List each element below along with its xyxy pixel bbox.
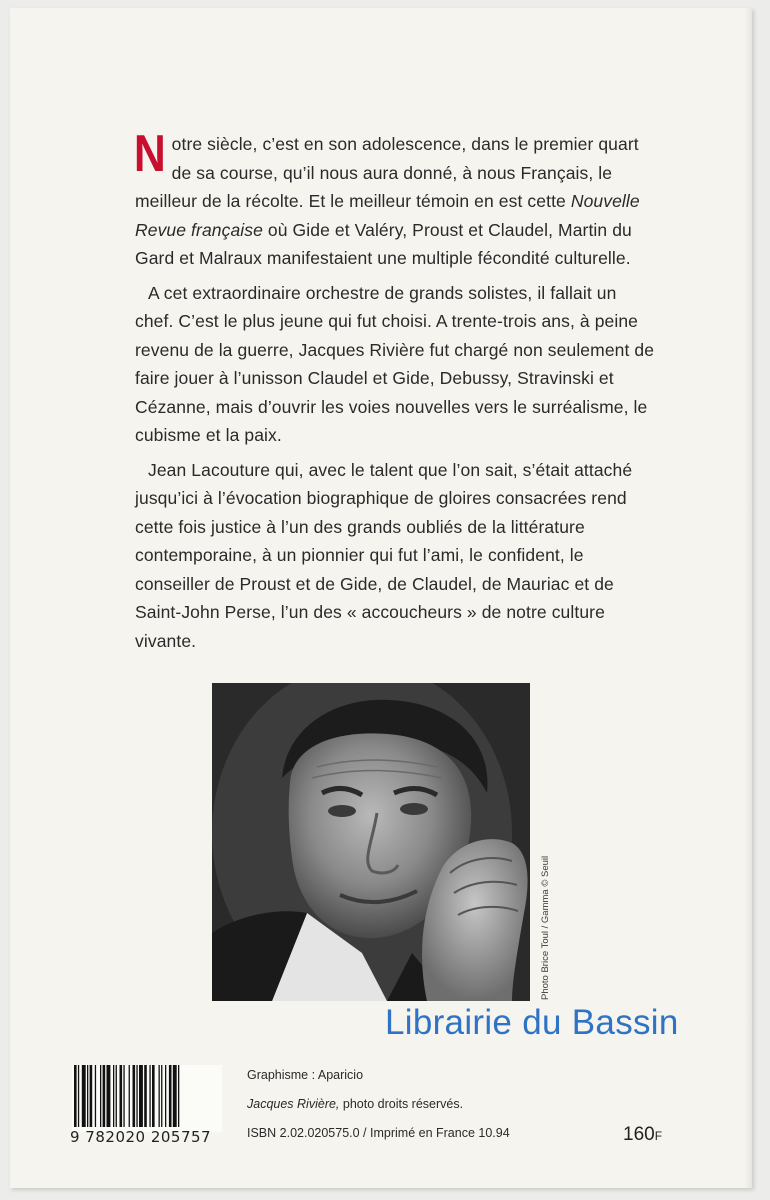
barcode-bar [133,1065,136,1127]
barcode-bar [169,1065,172,1127]
barcode-bar [82,1065,86,1127]
price-amount: 160 [623,1124,655,1145]
barcode-bar [100,1065,101,1127]
journal-title: Nouvelle Revue française [135,191,640,240]
blurb-paragraph-3: Jean Lacouture qui, avec le talent que l’on sait, s’était attaché jusqu’ici à l’évocation biographique de gloires consacrées rend cette fois justice à l’un des grands oubliés de la littérature contemporaine, à un pionnier qui fut l’ami, le confident, le conseiller de Proust et de Gide, de Claudel, de Mauriac et de Saint-John Perse, l’un des « accoucheurs » de notre culture vivante. [135,459,633,651]
barcode-bar [103,1065,106,1127]
barcode-bar [129,1065,130,1127]
caption-name: Jacques Rivière, [247,1097,340,1111]
barcode-bar [123,1065,124,1127]
barcode-bar [107,1065,111,1127]
isbn-line: ISBN 2.02.020575.0 / Imprimé en France 10.94 [247,1126,510,1140]
barcode-bar [144,1065,147,1127]
barcode-bar [149,1065,150,1127]
blurb-text [133,125,655,661]
barcode-bar [90,1065,93,1127]
barcode-bar [139,1065,143,1127]
portrait-illustration [212,683,530,1001]
barcode-bar [120,1065,123,1127]
paragraph-1-end: où Gide et Valéry, Proust et Claudel, Martin du Gard et Malraux manifestaient une multiple fécondité culturelle. [135,219,632,268]
photo-credit: Photo Brice Toul / Gamma © Seuil [540,855,551,1000]
author-portrait-photo [212,683,530,1001]
blurb-paragraph-1 [133,125,655,273]
barcode-bar [173,1065,177,1127]
barcode-bar [78,1065,79,1127]
bookshop-watermark: Librairie du Bassin [385,1003,679,1042]
barcode-bar [74,1065,77,1127]
barcode-number: 9 782020 205757 [70,1128,212,1146]
barcode-bar [87,1065,88,1127]
isbn-barcode [72,1065,222,1132]
barcode-bar [116,1065,117,1127]
caption-rest: photo droits réservés. [339,1097,464,1111]
paragraph-1-text: otre siècle, c’est en son adolescence, dans le premier quart de sa course, qu’il nous aura donné, à nous Français, le meilleur de la récolte. Et le meilleur témoin en est cette [135,134,639,211]
cover-photo-caption [247,1097,463,1111]
barcode-bar [152,1065,155,1127]
blurb-paragraph-2: A cet extraordinaire orchestre de grands solistes, il fallait un chef. C’est le plus jeune qui fut choisi. A trente-trois ans, à peine revenu de la guerre, Jacques Rivière fut chargé non seulement de faire jouer à l’unisson Claudel et Gide, Debussy, Stravinski et Cézanne, mais d’ouvrir les voies nouvelles vers le surréalisme, le cubisme et la paix. [135,282,655,445]
graphisme-credit: Graphisme : Aparicio [247,1068,364,1082]
barcode-bar [113,1065,114,1127]
barcode-bar [159,1065,160,1127]
price [623,1124,662,1146]
cover-edge-shadow [744,8,752,1188]
barcode-bar [178,1065,179,1127]
price-currency: F [654,1129,663,1143]
barcode-bar [165,1065,166,1127]
barcode-bar [95,1065,96,1127]
barcode-bar [136,1065,137,1127]
barcode-bar [161,1065,162,1127]
dropcap-letter: N [133,125,166,183]
